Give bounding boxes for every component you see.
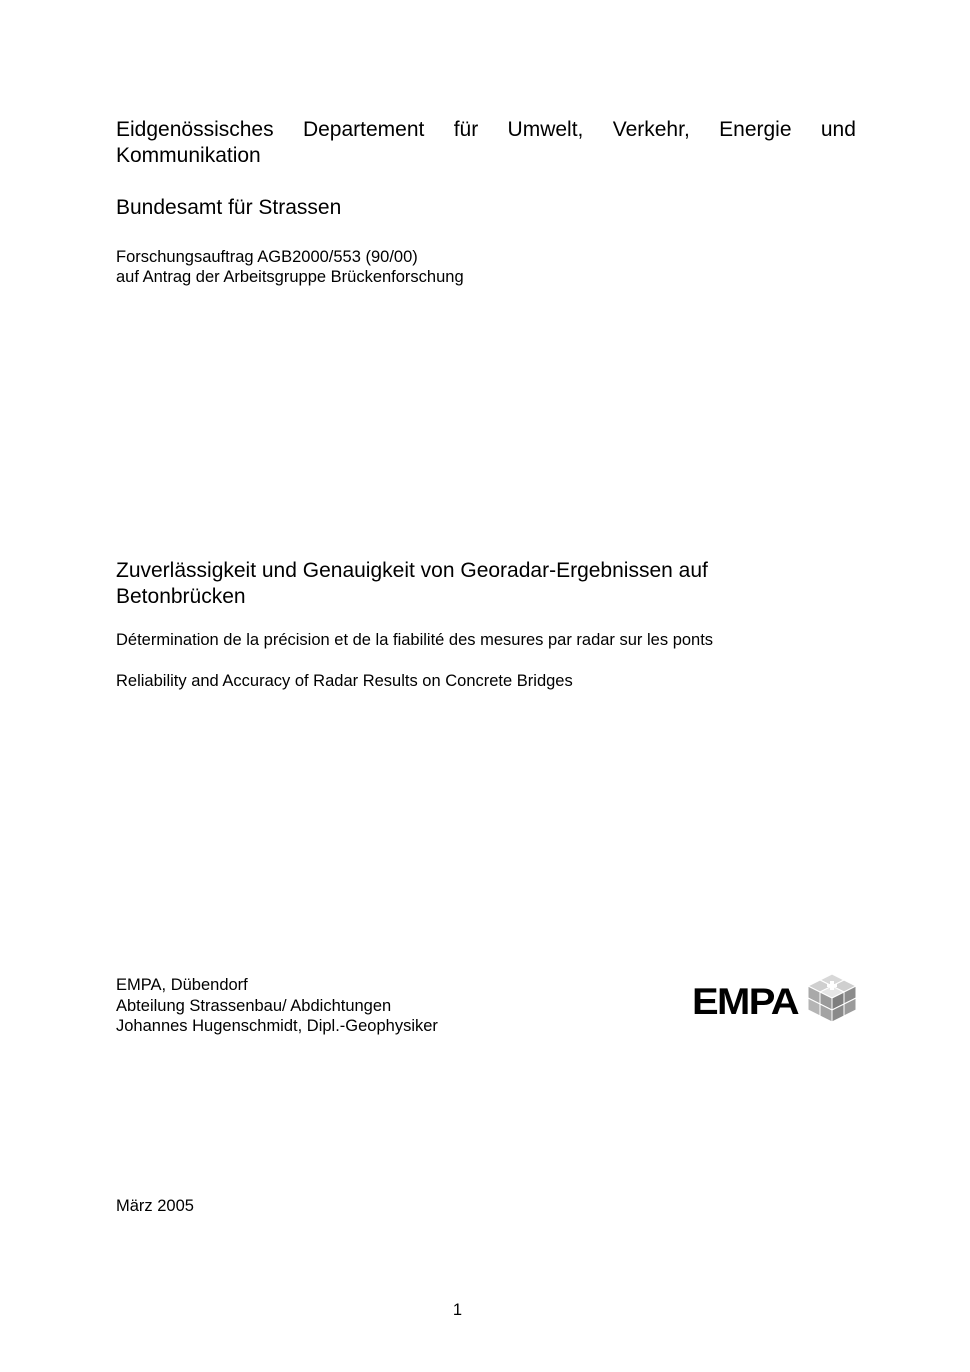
title-german-line-2: Betonbrücken (116, 585, 246, 608)
author-institution: EMPA, Dübendorf (116, 976, 248, 994)
page-number: 1 (452, 1301, 463, 1319)
department-line-2: Kommunikation (116, 144, 261, 167)
research-order: Forschungsauftrag AGB2000/553 (90/00) (116, 248, 418, 266)
federal-office: Bundesamt für Strassen (116, 196, 342, 219)
title-english: Reliability and Accuracy of Radar Results on Concrete Bridges (116, 672, 573, 690)
empa-logo (692, 972, 860, 1032)
title-french: Détermination de la précision et de la fiabilité des mesures par radar sur les ponts (116, 631, 714, 649)
department-word: Energie (719, 118, 792, 141)
research-request: auf Antrag der Arbeitsgruppe Brückenforschung (116, 268, 464, 286)
author-department: Abteilung Strassenbau/ Abdichtungen (116, 997, 392, 1015)
empa-cube-logo-icon (804, 972, 860, 1030)
department-word: Umwelt, (507, 118, 584, 141)
department-word: für (453, 118, 479, 141)
publication-date: März 2005 (116, 1197, 194, 1215)
department-word: Eidgenössisches (116, 118, 274, 141)
title-german-line-1: Zuverlässigkeit und Genauigkeit von Georadar-Ergebnissen auf (116, 559, 708, 582)
department-word: Verkehr, (612, 118, 690, 141)
department-word: Departement (302, 118, 425, 141)
empa-logo-text: EMPA (692, 981, 799, 1022)
department-line-1 (116, 117, 856, 143)
author-name: Johannes Hugenschmidt, Dipl.-Geophysiker (116, 1017, 438, 1035)
department-word: und (820, 118, 856, 141)
